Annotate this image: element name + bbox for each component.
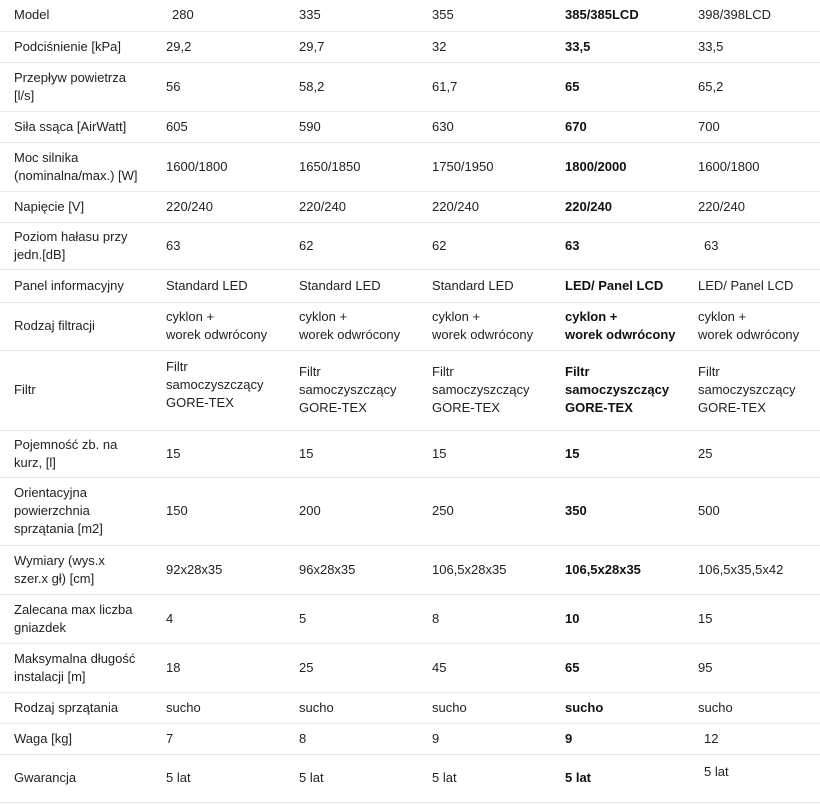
table-cell: 63 (158, 222, 291, 269)
table-row (0, 222, 820, 269)
table-cell: 10 (557, 594, 690, 643)
row-label: Napięcie [V] (0, 191, 158, 222)
table-cell: 25 (291, 643, 424, 692)
table-cell: 1750/1950 (424, 142, 557, 191)
table-row (0, 594, 820, 643)
table-cell: 45 (424, 643, 557, 692)
table-cell: Filtr samoczyszczący GORE-TEX (690, 350, 820, 430)
table-cell: 5 lat (291, 754, 424, 802)
table-cell: 63 (690, 222, 820, 269)
table-cell: 5 lat (557, 754, 690, 802)
table-cell: cyklon + worek odwrócony (557, 302, 690, 350)
table-cell: sucho (158, 692, 291, 723)
table-cell: 65 (557, 62, 690, 111)
table-cell: 1600/1800 (690, 142, 820, 191)
table-cell: Standard LED (291, 269, 424, 302)
table-cell: 220/240 (690, 191, 820, 222)
table-cell: 9 (424, 723, 557, 754)
table-cell: 398/398LCD (690, 0, 820, 31)
table-row (0, 62, 820, 111)
table-cell: cyklon + worek odwrócony (690, 302, 820, 350)
table-cell: 8 (424, 594, 557, 643)
table-cell: 15 (291, 430, 424, 477)
table-cell: 63 (557, 222, 690, 269)
table-row (0, 31, 820, 62)
table-cell: 5 lat (690, 754, 820, 802)
table-cell: 9 (557, 723, 690, 754)
table-cell: 5 lat (158, 754, 291, 802)
table-cell: 95 (690, 643, 820, 692)
table-row (0, 430, 820, 477)
row-label: Pojemność zb. na kurz, [l] (0, 430, 158, 477)
table-cell: 106,5x28x35 (557, 545, 690, 594)
table-cell: 670 (557, 111, 690, 142)
table-cell: 29,2 (158, 31, 291, 62)
table-cell: sucho (291, 692, 424, 723)
table-cell: 220/240 (424, 191, 557, 222)
row-label: Rodzaj filtracji (0, 302, 158, 350)
row-label: Orientacyjna powierzchnia sprzątania [m2] (0, 477, 158, 545)
table-cell: 62 (291, 222, 424, 269)
table-cell: LED/ Panel LCD (690, 269, 820, 302)
table-cell: 65 (557, 643, 690, 692)
table-cell: 355 (424, 0, 557, 31)
table-cell: cyklon + worek odwrócony (291, 302, 424, 350)
table-cell: 350 (557, 477, 690, 545)
table-cell: 29,7 (291, 31, 424, 62)
row-label: Maksymalna długość instalacji [m] (0, 643, 158, 692)
table-cell: 280 (158, 0, 291, 31)
table-row (0, 111, 820, 142)
row-label: Podciśnienie [kPa] (0, 31, 158, 62)
row-label: Poziom hałasu przy jedn.[dB] (0, 222, 158, 269)
table-row (0, 477, 820, 545)
table-cell: 32 (424, 31, 557, 62)
table-cell: sucho (557, 692, 690, 723)
table-cell: Filtr samoczyszczący GORE-TEX (158, 350, 291, 430)
table-cell: 335 (291, 0, 424, 31)
row-label: Siła ssąca [AirWatt] (0, 111, 158, 142)
row-label: Moc silnika (nominalna/max.) [W] (0, 142, 158, 191)
table-row (0, 350, 820, 430)
table-cell: Filtr samoczyszczący GORE-TEX (424, 350, 557, 430)
table-cell: 700 (690, 111, 820, 142)
table-cell: 605 (158, 111, 291, 142)
row-label: Wymiary (wys.x szer.x gł) [cm] (0, 545, 158, 594)
table-cell: 65,2 (690, 62, 820, 111)
table-cell: 1650/1850 (291, 142, 424, 191)
table-row (0, 723, 820, 754)
table-cell: 220/240 (557, 191, 690, 222)
table-cell: 15 (690, 594, 820, 643)
table-cell: 630 (424, 111, 557, 142)
table-cell: 590 (291, 111, 424, 142)
table-cell: 33,5 (557, 31, 690, 62)
table-cell: 5 lat (424, 754, 557, 802)
table-row (0, 142, 820, 191)
table-cell: Standard LED (424, 269, 557, 302)
row-label: Model (0, 0, 158, 31)
table-cell: 58,2 (291, 62, 424, 111)
row-label: Gwarancja (0, 754, 158, 802)
table-cell: 56 (158, 62, 291, 111)
table-cell: 5 (291, 594, 424, 643)
table-cell: 1800/2000 (557, 142, 690, 191)
table-cell: 15 (424, 430, 557, 477)
table-row (0, 692, 820, 723)
table-row (0, 269, 820, 302)
table-cell: 1600/1800 (158, 142, 291, 191)
table-cell: 12 (690, 723, 820, 754)
table-cell: 62 (424, 222, 557, 269)
table-cell: 18 (158, 643, 291, 692)
table-row (0, 302, 820, 350)
table-cell: 220/240 (158, 191, 291, 222)
table-cell: 7 (158, 723, 291, 754)
table-cell: Filtr samoczyszczący GORE-TEX (291, 350, 424, 430)
row-label: Waga [kg] (0, 723, 158, 754)
table-cell: 33,5 (690, 31, 820, 62)
table-cell: 106,5x28x35 (424, 545, 557, 594)
table-cell: 385/385LCD (557, 0, 690, 31)
table-cell: 106,5x35,5x42 (690, 545, 820, 594)
table-cell: 15 (557, 430, 690, 477)
row-label: Panel informacyjny (0, 269, 158, 302)
row-label: Zalecana max liczba gniazdek (0, 594, 158, 643)
table-row (0, 0, 820, 31)
table-cell: 150 (158, 477, 291, 545)
table-row (0, 191, 820, 222)
table-cell: 220/240 (291, 191, 424, 222)
table-cell: 96x28x35 (291, 545, 424, 594)
table-cell: LED/ Panel LCD (557, 269, 690, 302)
table-row (0, 545, 820, 594)
table-row (0, 754, 820, 802)
table-cell: sucho (424, 692, 557, 723)
table-cell: 250 (424, 477, 557, 545)
row-label: Filtr (0, 350, 158, 430)
table-cell: 4 (158, 594, 291, 643)
table-cell: 8 (291, 723, 424, 754)
table-row (0, 643, 820, 692)
table-cell: cyklon + worek odwrócony (158, 302, 291, 350)
table-cell: 25 (690, 430, 820, 477)
row-label: Przepływ powietrza [l/s] (0, 62, 158, 111)
table-cell: 61,7 (424, 62, 557, 111)
table-cell: sucho (690, 692, 820, 723)
table-cell: 200 (291, 477, 424, 545)
table-cell: 500 (690, 477, 820, 545)
table-cell: Standard LED (158, 269, 291, 302)
table-cell: 92x28x35 (158, 545, 291, 594)
table-cell: Filtr samoczyszczący GORE-TEX (557, 350, 690, 430)
table-cell: cyklon + worek odwrócony (424, 302, 557, 350)
table-cell: 15 (158, 430, 291, 477)
row-label: Rodzaj sprzątania (0, 692, 158, 723)
